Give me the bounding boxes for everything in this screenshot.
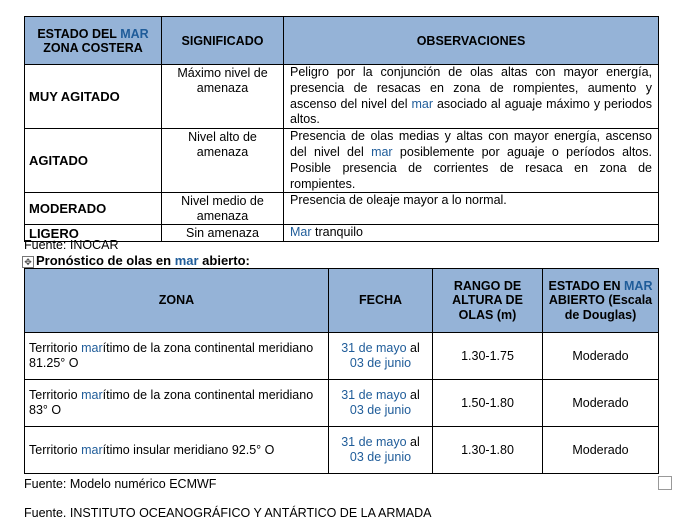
wave-forecast-table [24, 268, 659, 474]
table-row [25, 193, 659, 225]
wave-range-cell: 1.50-1.80 [433, 380, 543, 427]
sea-state-cell: Moderado [543, 380, 659, 427]
observation-cell: Peligro por la conjunción de olas altas con mayor energía, presencia de resacas en zona de rompientes, aumento y ascenso del nivel del mar asociado al aguaje máximo y periodos altos. [284, 65, 659, 129]
state-label: LIGERO [25, 225, 162, 242]
open-sea-forecast-heading: ✥ Pronóstico de olas en mar abierto: [22, 253, 250, 268]
date-cell: 31 de mayo al 03 de junio [329, 427, 433, 474]
source-ecmwf: Fuente: Modelo numérico ECMWF [24, 477, 217, 491]
forecast-header-row [25, 269, 659, 333]
source-inocar-full: Fuente. INSTITUTO OCEANOGRÁFICO Y ANTÁRTICO DE LA ARMADA [24, 506, 432, 520]
meaning-cell: Nivel medio de amenaza [162, 193, 284, 225]
state-label: AGITADO [25, 129, 162, 193]
header-estado: ESTADO DEL MAR ZONA COSTERA [25, 17, 162, 65]
header-fecha: FECHA [329, 269, 433, 333]
table-row [25, 380, 659, 427]
date-cell: 31 de mayo al 03 de junio [329, 380, 433, 427]
table-row [25, 225, 659, 242]
table-row [25, 333, 659, 380]
observation-cell: Presencia de olas medias y altas con mayor energía, ascenso del nivel del mar posiblemente por aguaje o períodos altos. Posible presencia de corrientes de resaca en zona de rompientes. [284, 129, 659, 193]
table-row [25, 65, 659, 129]
observation-cell: Presencia de oleaje mayor a lo normal. [284, 193, 659, 225]
meaning-cell: Sin amenaza [162, 225, 284, 242]
table-row [25, 427, 659, 474]
header-observaciones: OBSERVACIONES [284, 17, 659, 65]
header-estado-mar-abierto: ESTADO EN MAR ABIERTO (Escala de Douglas) [543, 269, 659, 333]
zone-cell: Territorio marítimo de la zona continental meridiano 81.25° O [25, 333, 329, 380]
meaning-cell: Nivel alto de amenaza [162, 129, 284, 193]
header-rango: RANGO DE ALTURA DE OLAS (m) [433, 269, 543, 333]
wave-range-cell: 1.30-1.80 [433, 427, 543, 474]
meaning-cell: Máximo nivel de amenaza [162, 65, 284, 129]
zone-cell: Territorio marítimo de la zona continental meridiano 83° O [25, 380, 329, 427]
sea-state-header-row [25, 17, 659, 65]
zone-cell: Territorio marítimo insular meridiano 92.5° O [25, 427, 329, 474]
table-resize-handle[interactable] [658, 476, 672, 490]
header-significado: SIGNIFICADO [162, 17, 284, 65]
state-label: MODERADO [25, 193, 162, 225]
state-label: MUY AGITADO [25, 65, 162, 129]
date-cell: 31 de mayo al 03 de junio [329, 333, 433, 380]
sea-state-cell: Moderado [543, 333, 659, 380]
source-inocar: Fuente: INOCAR [24, 238, 119, 252]
header-zona: ZONA [25, 269, 329, 333]
table-move-handle-icon[interactable]: ✥ [22, 256, 34, 268]
table-row [25, 129, 659, 193]
wave-range-cell: 1.30-1.75 [433, 333, 543, 380]
observation-cell: Mar tranquilo [284, 225, 659, 242]
sea-state-cell: Moderado [543, 427, 659, 474]
sea-state-table [24, 16, 659, 242]
